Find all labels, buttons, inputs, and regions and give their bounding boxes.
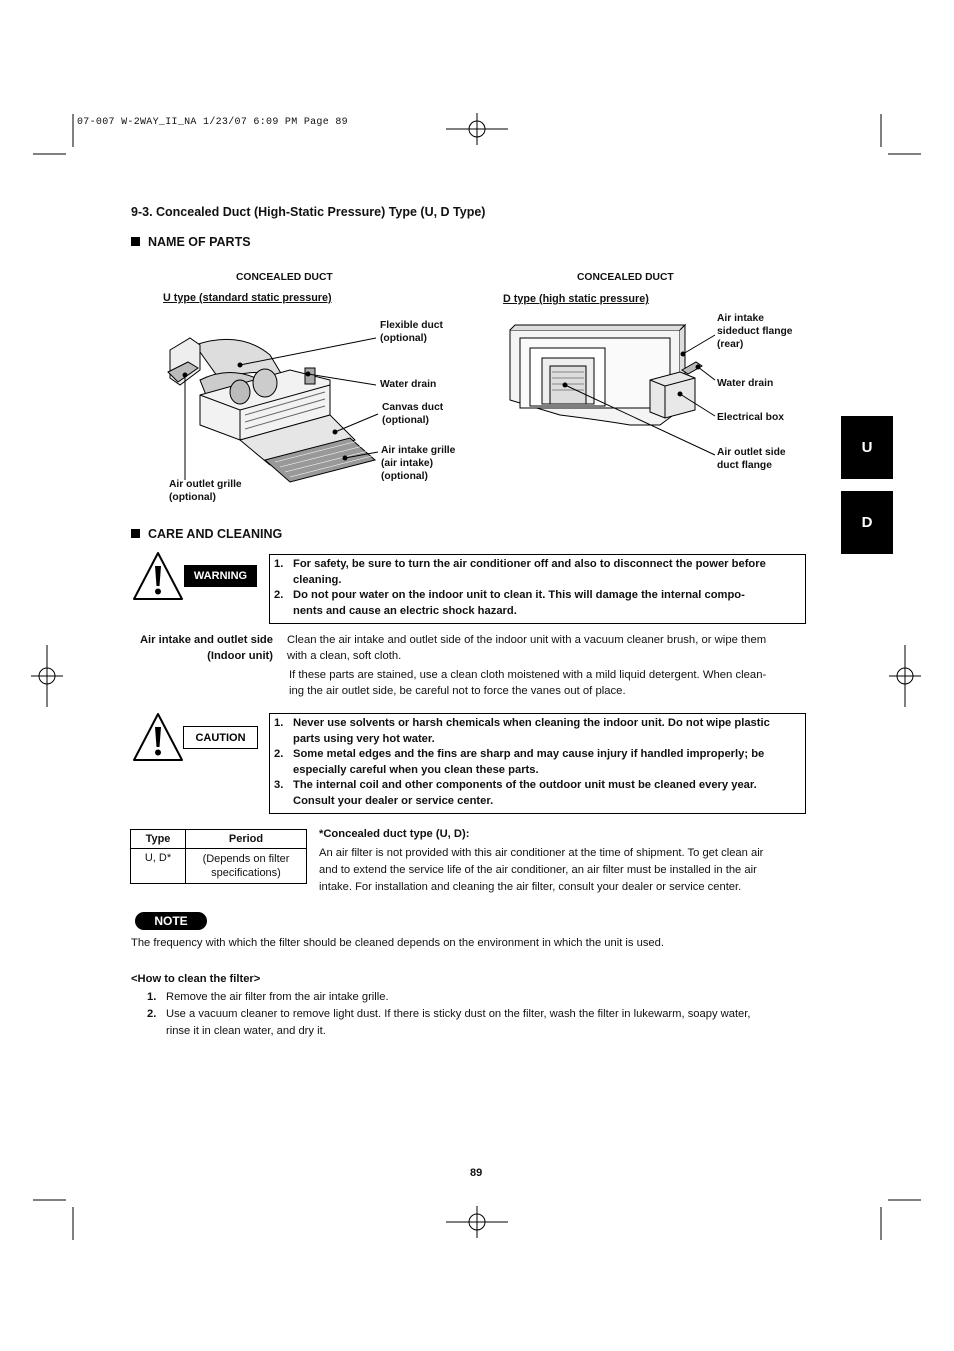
air-side-paragraph-2: If these parts are stained, use a clean cloth moistened with a mild liquid detergent. When clean- ing the air outlet side, be careful not to force the vanes out of place. (289, 669, 767, 697)
side-tab-u: U (841, 416, 893, 479)
concealed-note-body: An air filter is not provided with this air conditioner at the time of shipment. To get clean air and to extend the service life of the air conditioner, an air filter must be installed in the air intake. For installation and cleaning the air filter, consult your dealer or service center. (319, 847, 764, 893)
label-water-drain-u: Water drain (380, 379, 437, 390)
table-cell-period: (Depends on filter specifications) (186, 849, 307, 884)
name-of-parts-heading: NAME OF PARTS (131, 235, 251, 249)
square-bullet-icon (131, 529, 140, 538)
d-type-subtitle: D type (high static pressure) (503, 293, 649, 305)
d-type-unit-illustration (500, 310, 720, 460)
label-electrical-box: Electrical box (717, 412, 784, 423)
concealed-note-title: *Concealed duct type (U, D): (319, 828, 470, 840)
label-air-outlet-grille: Air outlet grille (optional) (169, 479, 242, 503)
air-side-paragraph-1: Clean the air intake and outlet side of the indoor unit with a vacuum cleaner brush, or wipe them with a clean, soft cloth. (287, 634, 767, 662)
print-header: 07-007 W-2WAY_II_NA 1/23/07 6:09 PM Page 89 (77, 117, 348, 128)
how-to-title: <How to clean the filter> (131, 973, 261, 985)
how-to-step: 2. Use a vacuum cleaner to remove light dust. If there is sticky dust on the filter, wash the filter in lukewarm, soapy water, rinse it in clean water, and dry it. (147, 1008, 751, 1037)
caution-item: 1. Never use solvents or harsh chemicals when cleaning the indoor unit. Do not wipe plastic parts using very hot water. (274, 717, 770, 745)
how-to-steps (131, 989, 811, 1040)
how-to-step: 1. Remove the air filter from the air intake grille. (147, 991, 389, 1003)
label-air-intake-grille: Air intake grille (air intake) (optional) (381, 445, 456, 482)
warning-item: 2. Do not pour water on the indoor unit to clean it. This will damage the internal compo- nents and cause an electric shock hazard. (274, 589, 745, 617)
caution-item: 2. Some metal edges and the fins are sharp and may cause injury if handled improperly; be especially careful when you clean these parts. (274, 748, 765, 776)
note-label: NOTE (135, 912, 207, 930)
table-header-period: Period (186, 830, 307, 849)
caution-label: CAUTION (183, 726, 258, 749)
u-type-unit-illustration (160, 310, 400, 490)
warning-item: 1. For safety, be sure to turn the air conditioner off and also to disconnect the power before cleaning. (274, 558, 766, 586)
warning-box (269, 554, 806, 624)
label-water-drain-d: Water drain (717, 378, 774, 389)
table-header-type: Type (131, 830, 186, 849)
caution-box (269, 713, 806, 814)
d-type-title: CONCEALED DUCT (577, 272, 674, 283)
note-text: The frequency with which the filter should be cleaned depends on the environment in which the unit is used. (131, 937, 664, 949)
air-side-label: Air intake and outlet side (Indoor unit) (139, 634, 273, 662)
page-number: 89 (470, 1167, 483, 1179)
label-canvas-duct: Canvas duct (optional) (382, 402, 444, 426)
label-flexible-duct: Flexible duct (optional) (380, 320, 443, 344)
cleaning-period-table (130, 829, 307, 884)
u-type-subtitle: U type (standard static pressure) (163, 292, 332, 304)
side-tab-d: D (841, 491, 893, 554)
warning-label: WARNING (184, 565, 257, 587)
label-air-intake-sideduct: Air intake sideduct flange (rear) (717, 313, 793, 350)
section-title: 9-3. Concealed Duct (High-Static Pressure) Type (U, D Type) (131, 205, 486, 219)
u-type-title: CONCEALED DUCT (236, 272, 333, 283)
caution-triangle-icon (131, 711, 185, 763)
warning-triangle-icon (131, 550, 185, 602)
square-bullet-icon (131, 237, 140, 246)
label-air-outlet-flange: Air outlet side duct flange (717, 447, 786, 471)
caution-item: 3. The internal coil and other components of the outdoor unit must be cleaned every year. Consult your dealer or service center. (274, 779, 757, 807)
table-cell-type: U, D* (131, 849, 186, 884)
care-cleaning-heading: CARE AND CLEANING (131, 527, 282, 541)
